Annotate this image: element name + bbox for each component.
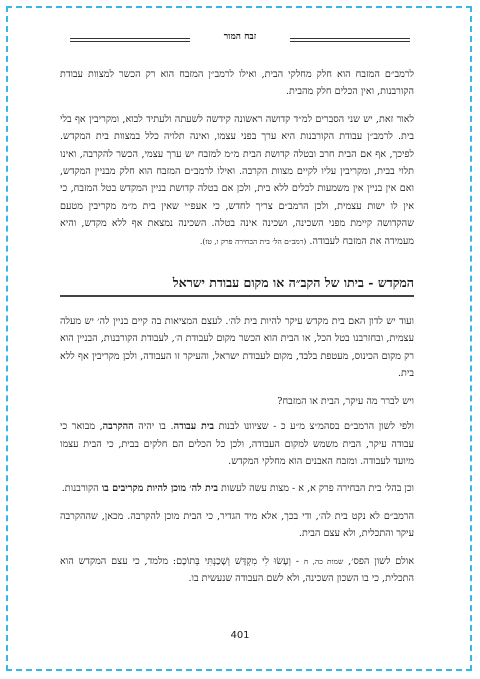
paragraph-8-text-a: אולם לשון הפס׳, — [343, 555, 414, 567]
paragraph-7: הרמב״ם לא נקט בית לה׳, ודי בכך, אלא מיד הגדיר, כי הבית מוכן להקרבה. מכאן, שההקרבה עיקר והתכלית, ולא עצם הבית. — [60, 510, 414, 540]
paragraph-5 — [60, 418, 414, 470]
page-number: 401 — [230, 630, 250, 641]
paragraph-8 — [60, 553, 414, 588]
paragraph-2 — [60, 111, 414, 250]
bold-phrase-hahakrava: ההקרבה — [102, 421, 134, 433]
bold-phrase-beit-avoda: בית עבודה — [173, 421, 215, 433]
paragraph-5-text-c: . בו יהיה — [133, 421, 174, 433]
paragraph-5-text-d: , מבואר כי עבודה עיקר, הבית משמש למקום העבודה, ולכן כל הכלים הם חלקים בבית, כי הבית עצמו מיועד לעבודה. ומזבח האבנים הוא מחלקי המקדש. — [60, 421, 414, 467]
paragraph-1: לרמב״ם המזבח הוא חלק מחלקי הבית, ואילו לרמב״ן המזבח הוא רק הכשר למצוות עבודת הקורבנות, ואין הכלים חלק מהבית. — [60, 69, 414, 98]
bold-phrase-mukhan: בית לה׳ מוכן להיות מקריבים בו — [101, 483, 218, 495]
paragraph-6-text-c: הקורבנות. — [61, 483, 102, 495]
paragraph-6 — [60, 480, 414, 497]
paragraph-2-text: לאור זאת, יש שני הסברים למ״ד קדושה ראשונה קידשה לשעתה ולעתיד לבוא, ומקריבין אף בלי בית. לרמב״ן עבודת הקורבנות היא ערך בפני עצמו, ואינה תלויה כלל במצוות בית המקדש. לפיכך, אף אם הבית חרב ובטלה קדושת הבית מ״מ למזבח יש ערך עצמי, הכשר להקרבה, ואינו תלוי בבית, ומקריבין עליו לקיים מצוות הקרבה. ואילו לרמב״ם המזבח הוא חלק מבניין המקדש, ואם אין בניין אין משמעות לכלים ללא בית, ולכן אם בטלה קדושת בניין המקדש בטל המזבח, כי אין לו ישות עצמית, ולכן הרמב״ם צריך לחדש, כי אעפ״י שאין בית מ״מ מקריבין מטעם שהקדושה קיימת מפני השכינה, ושכינה אינה בטלה. השכינה נמצאת אף ללא מקדש, והיא מעמידה את המזבח לעבודה. — [60, 113, 414, 247]
source-citation: (רמב״ם הל׳ בית הבחירה פרק ו, טז). — [199, 236, 307, 246]
page-body — [60, 66, 414, 597]
section-heading-rule — [60, 295, 414, 297]
paragraph-3: ועוד יש לדון האם בית מקדש עיקר להיות בית לה׳. לעצם המציאות בה קיים בניין לה׳ יש מעלה עצמית, ובחזרבנו בטל הכל, או הבית הוא הכשר מקום לעבודת ה׳, לעבודת הקורבנות, הבניין הוא רק מקום הכינוס, מעטפת בלבד, מקום לעבודת ישראל, והעיקר זו העבודה, ולכן מקריבין אף ללא בית. — [60, 316, 414, 380]
paragraph-8-text-b: - וְעָשׂוּ לִי מִקְדָּשׁ וְשָׁכַנְתִּי בְּתוֹכָם: מלמד, כי עצם המקדש הוא התכלית, כי בו השכון השכינה, ולא לשם העבודה שנעשית בו. — [60, 555, 414, 584]
section-heading: המקדש - ביתו של הקב״ה או מקום עבודת ישראל — [172, 275, 414, 291]
verse-source: שמות כה, ח — [303, 556, 344, 566]
paragraph-4: ויש לברר מה עיקר, הבית או המזבח? — [277, 395, 414, 407]
paragraph-6-text-a: וכן בהל׳ בית הבחירה פרק א, א - מצות עשה לעשות — [218, 483, 414, 495]
section-heading-block — [60, 274, 414, 297]
running-header — [70, 34, 410, 52]
header-rule-right — [290, 38, 410, 42]
paragraph-5-text-a: ולפי לשון הרמב״ם בסהמ״צ מ״ע כ - שציוונו לבנות — [214, 421, 414, 433]
running-title: זבח המור — [223, 32, 257, 42]
